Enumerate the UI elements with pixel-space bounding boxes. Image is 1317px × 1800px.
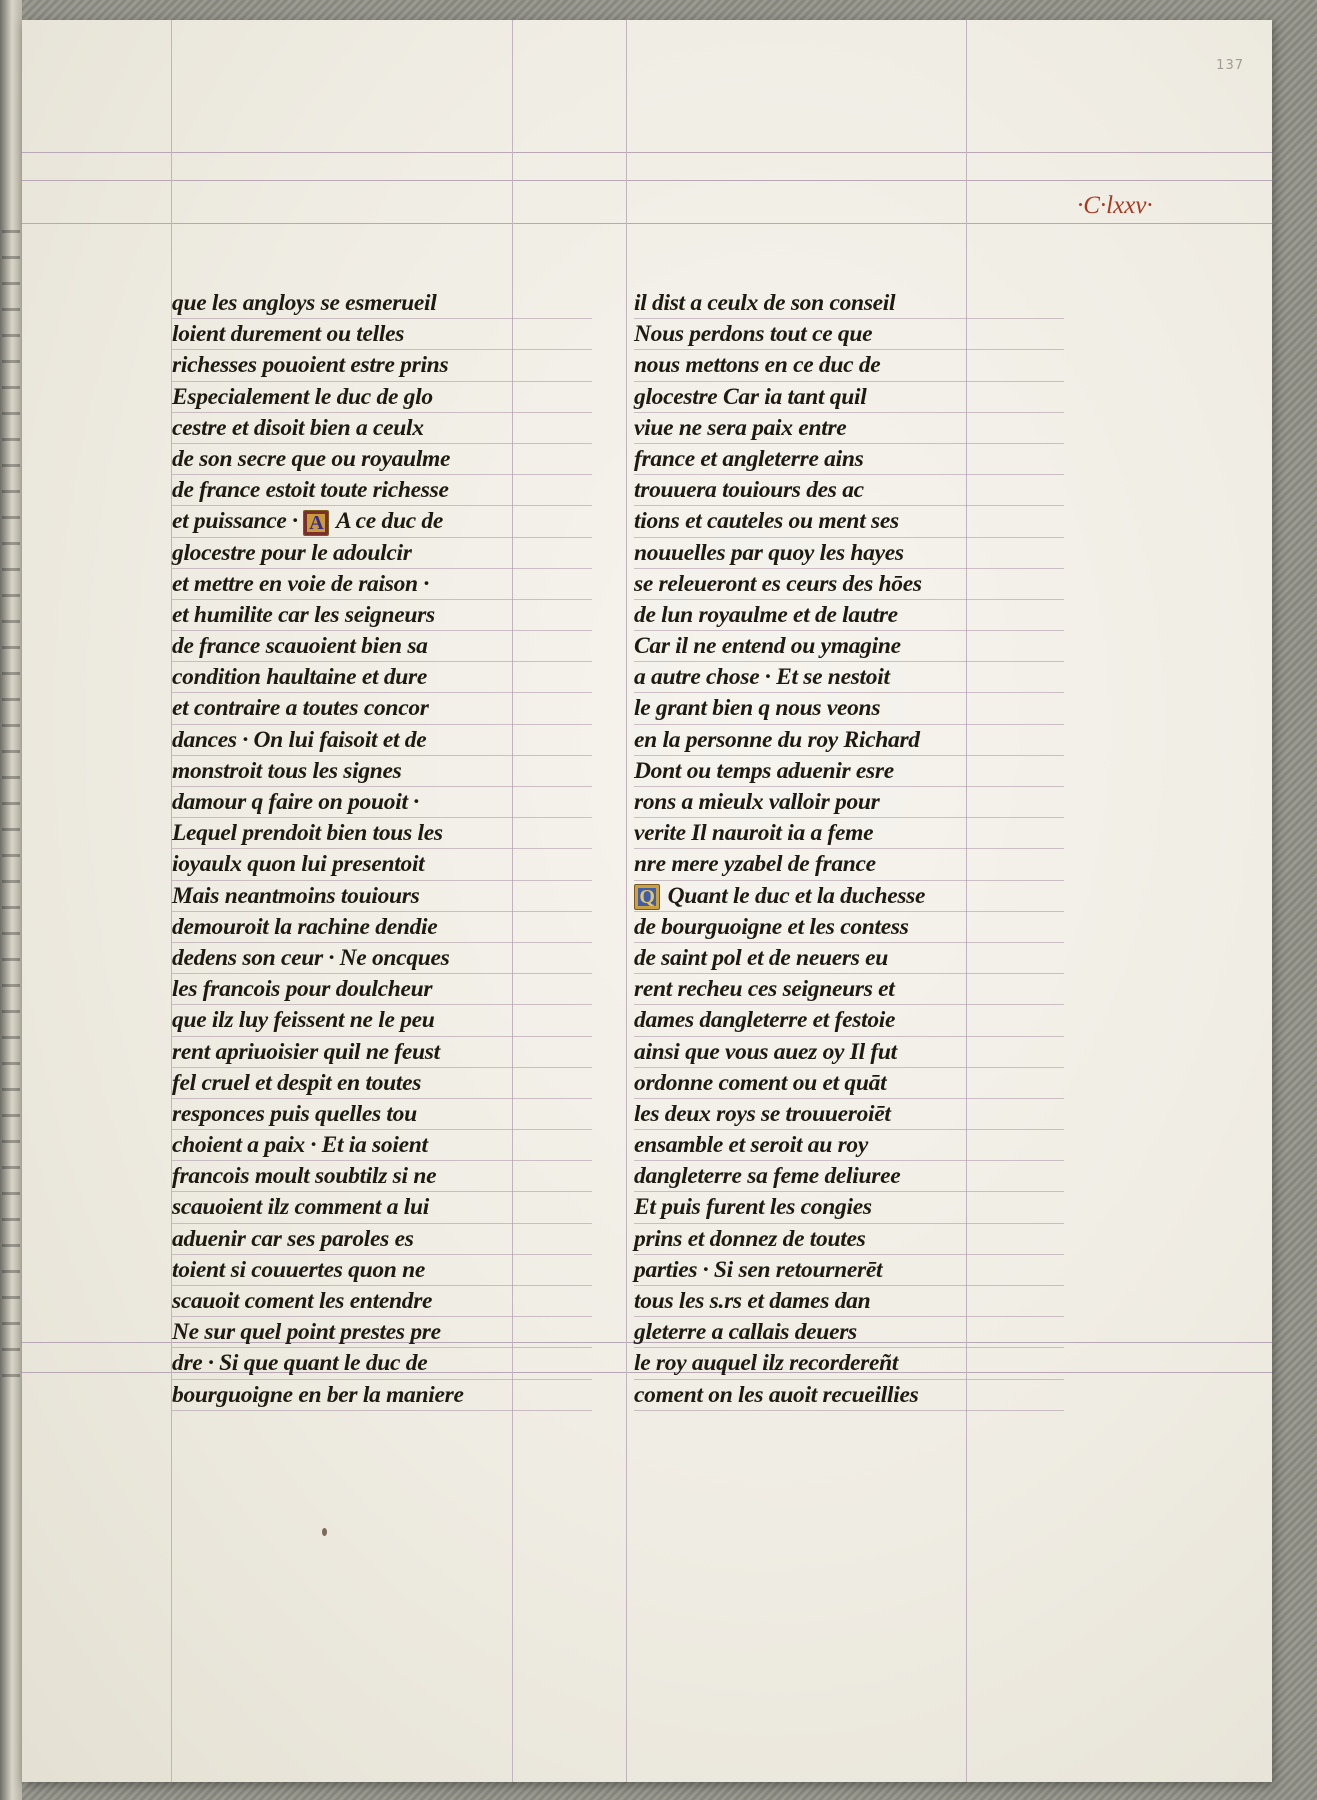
illuminated-initial-q: Q <box>634 884 660 910</box>
text-line: fel cruel et despit en toutes <box>172 1068 592 1099</box>
text-line: et humilite car les seigneurs <box>172 600 592 631</box>
text-line: ordonne coment ou et quāt <box>634 1068 1064 1099</box>
text-line: ensamble et seroit au roy <box>634 1130 1064 1161</box>
text-line: viue ne sera paix entre <box>634 413 1064 444</box>
text-line: coment on les auoit recueillies <box>634 1380 1064 1411</box>
text-line: rent recheu ces seigneurs et <box>634 974 1064 1005</box>
text-line: nouuelles par quoy les hayes <box>634 538 1064 569</box>
text-line: ainsi que vous auez oy Il fut <box>634 1037 1064 1068</box>
text-line: rent apriuoisier quil ne feust <box>172 1037 592 1068</box>
text-line: Especialement le duc de glo <box>172 382 592 413</box>
ruling-line-heading <box>22 223 1272 224</box>
text-line: loient durement ou telles <box>172 319 592 350</box>
text-line: le grant bien q nous veons <box>634 693 1064 724</box>
folio-number: 137 <box>1216 58 1244 73</box>
ruling-line-top-2 <box>22 180 1272 181</box>
text-column-left <box>172 288 592 1411</box>
initial-line-text: A ce duc de <box>336 508 443 535</box>
illuminated-initial-a: A <box>303 510 329 536</box>
text-line: monstroit tous les signes <box>172 756 592 787</box>
text-line: a autre chose · Et se nestoit <box>634 662 1064 693</box>
text-line: bourguoigne en ber la maniere <box>172 1380 592 1411</box>
text-line: nre mere yzabel de france <box>634 849 1064 880</box>
text-line: aduenir car ses paroles es <box>172 1224 592 1255</box>
text-line: que ilz luy feissent ne le peu <box>172 1005 592 1036</box>
ruling-line-top <box>22 152 1272 153</box>
text-line: que les angloys se esmerueil <box>172 288 592 319</box>
parchment-spot <box>322 1528 327 1536</box>
text-line: dre · Si que quant le duc de <box>172 1348 592 1379</box>
text-line: tions et cauteles ou ment ses <box>634 506 1064 537</box>
text-line: responces puis quelles tou <box>172 1099 592 1130</box>
text-line: damour q faire on pouoit · <box>172 787 592 818</box>
text-line: Dont ou temps aduenir esre <box>634 756 1064 787</box>
text-line: parties · Si sen retournerēt <box>634 1255 1064 1286</box>
text-line: de son secre que ou royaulme <box>172 444 592 475</box>
text-line: choient a paix · Et ia soient <box>172 1130 592 1161</box>
text-line: Car il ne entend ou ymagine <box>634 631 1064 662</box>
text-line: demouroit la rachine dendie <box>172 912 592 943</box>
text-fragment: et puissance · <box>172 508 298 535</box>
text-line: verite Il nauroit ia a feme <box>634 818 1064 849</box>
text-line: Nous perdons tout ce que <box>634 319 1064 350</box>
text-line: les francois pour doulcheur <box>172 974 592 1005</box>
text-line: francois moult soubtilz si ne <box>172 1161 592 1192</box>
text-line: glocestre pour le adoulcir <box>172 538 592 569</box>
text-line: et mettre en voie de raison · <box>172 569 592 600</box>
text-line: cestre et disoit bien a ceulx <box>172 413 592 444</box>
text-line: Lequel prendoit bien tous les <box>172 818 592 849</box>
text-line: les deux roys se trouueroiēt <box>634 1099 1064 1130</box>
text-line: gleterre a callais deuers <box>634 1317 1064 1348</box>
text-column-right <box>634 288 1064 1411</box>
text-line: dances · On lui faisoit et de <box>172 725 592 756</box>
text-line-with-initial <box>172 506 592 537</box>
text-line: et contraire a toutes concor <box>172 693 592 724</box>
text-line: nous mettons en ce duc de <box>634 350 1064 381</box>
text-line: de france scauoient bien sa <box>172 631 592 662</box>
text-line: glocestre Car ia tant quil <box>634 382 1064 413</box>
chapter-heading: ·C·lxxv· <box>1077 192 1153 219</box>
initial-line-text: Quant le duc et la duchesse <box>667 882 926 909</box>
text-line: de saint pol et de neuers eu <box>634 943 1064 974</box>
text-line: dames dangleterre et festoie <box>634 1005 1064 1036</box>
ruling-column-right-start <box>626 20 627 1782</box>
text-line: de france estoit toute richesse <box>172 475 592 506</box>
text-line: il dist a ceulx de son conseil <box>634 288 1064 319</box>
text-line: Et puis furent les congies <box>634 1192 1064 1223</box>
text-line: dedens son ceur · Ne oncques <box>172 943 592 974</box>
text-line: en la personne du roy Richard <box>634 725 1064 756</box>
text-line-with-initial <box>634 881 1064 912</box>
text-line: le roy auquel ilz recordereñt <box>634 1348 1064 1379</box>
text-line: toient si couuertes quon ne <box>172 1255 592 1286</box>
text-line: condition haultaine et dure <box>172 662 592 693</box>
text-line: france et angleterre ains <box>634 444 1064 475</box>
text-line: tous les s.rs et dames dan <box>634 1286 1064 1317</box>
text-line: dangleterre sa feme deliuree <box>634 1161 1064 1192</box>
text-line: de bourguoigne et les contess <box>634 912 1064 943</box>
text-line: richesses pouoient estre prins <box>172 350 592 381</box>
text-line: scauoient ilz comment a lui <box>172 1192 592 1223</box>
text-line: Mais neantmoins touiours <box>172 881 592 912</box>
text-line: Ne sur quel point prestes pre <box>172 1317 592 1348</box>
manuscript-page <box>22 20 1272 1782</box>
text-line: trouuera touiours des ac <box>634 475 1064 506</box>
text-line: de lun royaulme et de lautre <box>634 600 1064 631</box>
text-line: scauoit coment les entendre <box>172 1286 592 1317</box>
book-gutter-edge <box>0 0 22 1800</box>
text-line: prins et donnez de toutes <box>634 1224 1064 1255</box>
text-line: se releueront es ceurs des hōes <box>634 569 1064 600</box>
text-line: rons a mieulx valloir pour <box>634 787 1064 818</box>
previous-page-edge <box>2 230 20 1380</box>
text-line: ioyaulx quon lui presentoit <box>172 849 592 880</box>
